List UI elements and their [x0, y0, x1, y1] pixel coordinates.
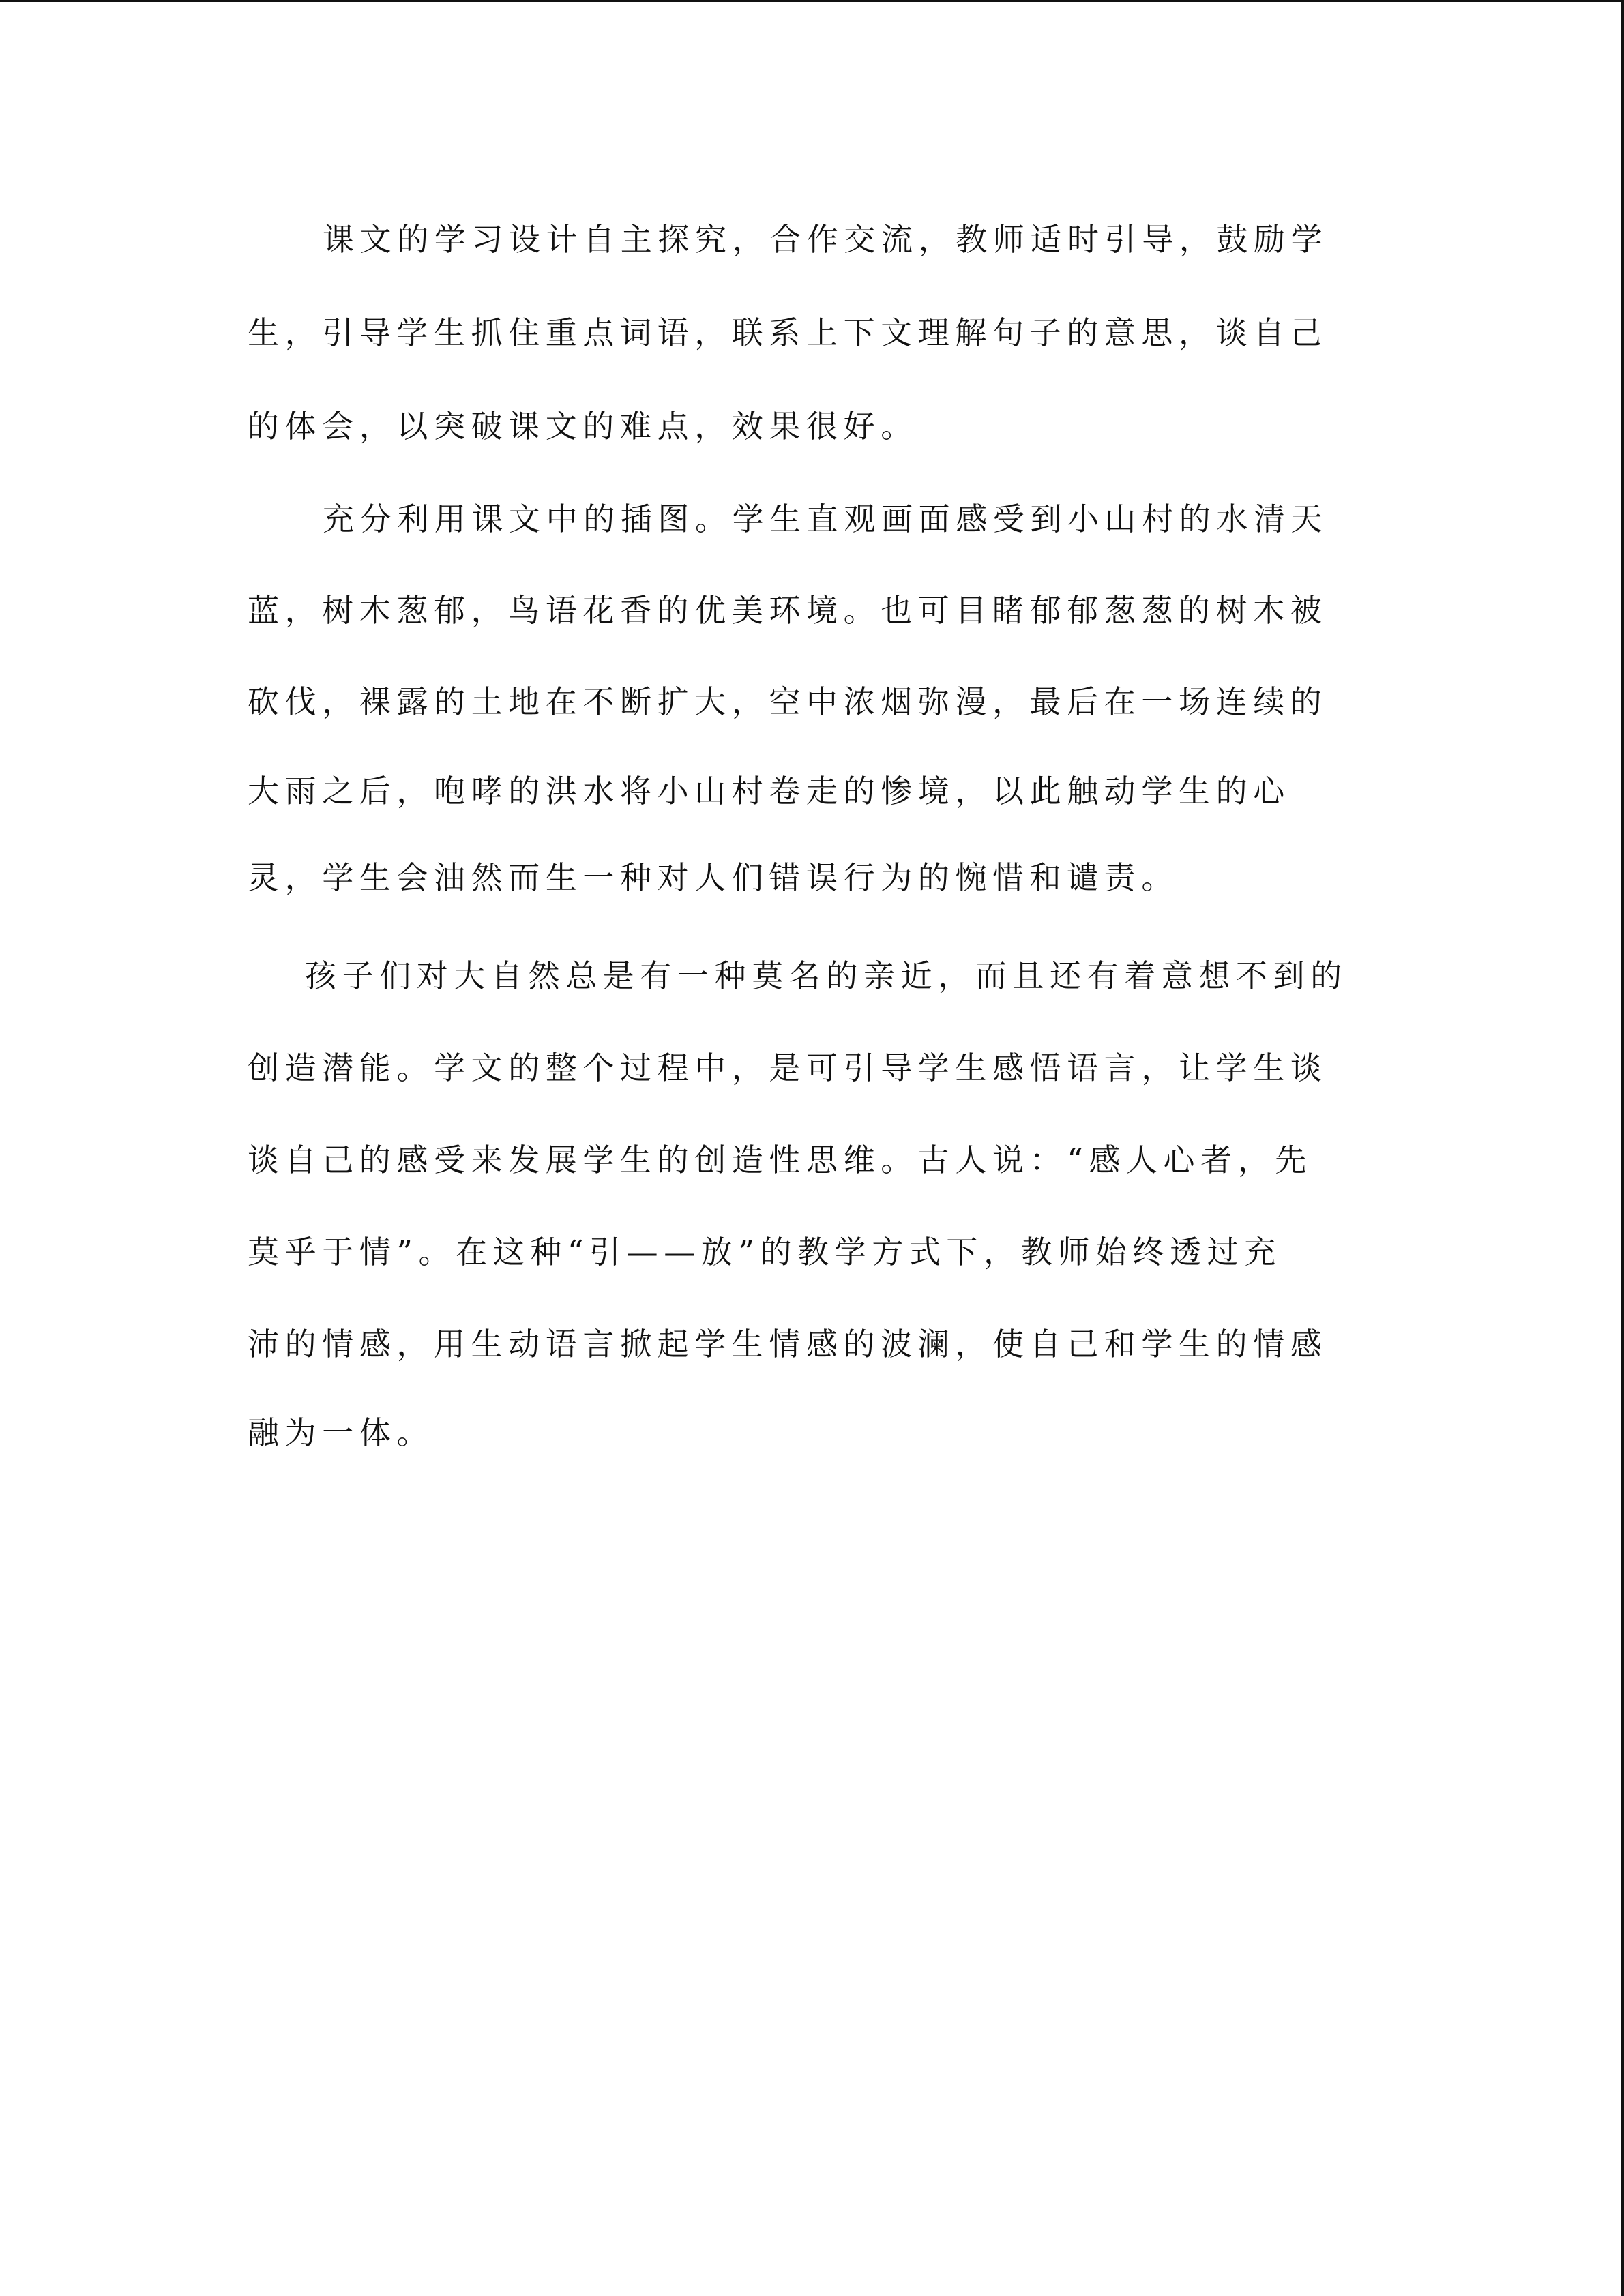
paragraph-line: 砍伐，裸露的土地在不断扩大，空中浓烟弥漫，最后在一场连续的	[248, 683, 1328, 720]
paragraph-line: 充分利用课文中的插图。学生直观画面感受到小山村的水清天	[323, 501, 1329, 537]
paragraph-line: 莫乎于情”。在这种“引——放”的教学方式下，教师始终透过充	[248, 1234, 1282, 1270]
paragraph-line: 的体会，以突破课文的难点，效果很好。	[248, 408, 918, 445]
paragraph-line: 大雨之后，咆哮的洪水将小山村卷走的惨境，以此触动学生的心	[248, 773, 1290, 809]
paragraph-line: 孩子们对大自然总是有一种莫名的亲近，而且还有着意想不到的	[305, 957, 1348, 994]
paragraph-line: 灵，学生会油然而生一种对人们错误行为的惋惜和谴责。	[248, 859, 1179, 896]
paragraph-line: 融为一体。	[248, 1414, 434, 1451]
paragraph-line: 蓝，树木葱郁，鸟语花香的优美环境。也可目睹郁郁葱葱的树木被	[248, 592, 1328, 629]
paragraph-line: 沛的情感，用生动语言掀起学生情感的波澜，使自己和学生的情感	[248, 1326, 1328, 1362]
paragraph-line: 谈自己的感受来发展学生的创造性思维。古人说：“感人心者，先	[248, 1142, 1312, 1178]
paragraph-line: 生，引导学生抓住重点词语，联系上下文理解句子的意思，谈自己	[248, 314, 1328, 351]
paragraph-line: 课文的学习设计自主探究，合作交流，教师适时引导，鼓励学	[323, 221, 1329, 258]
paragraph-line: 创造潜能。学文的整个过程中，是可引导学生感悟语言，让学生谈	[248, 1049, 1328, 1086]
